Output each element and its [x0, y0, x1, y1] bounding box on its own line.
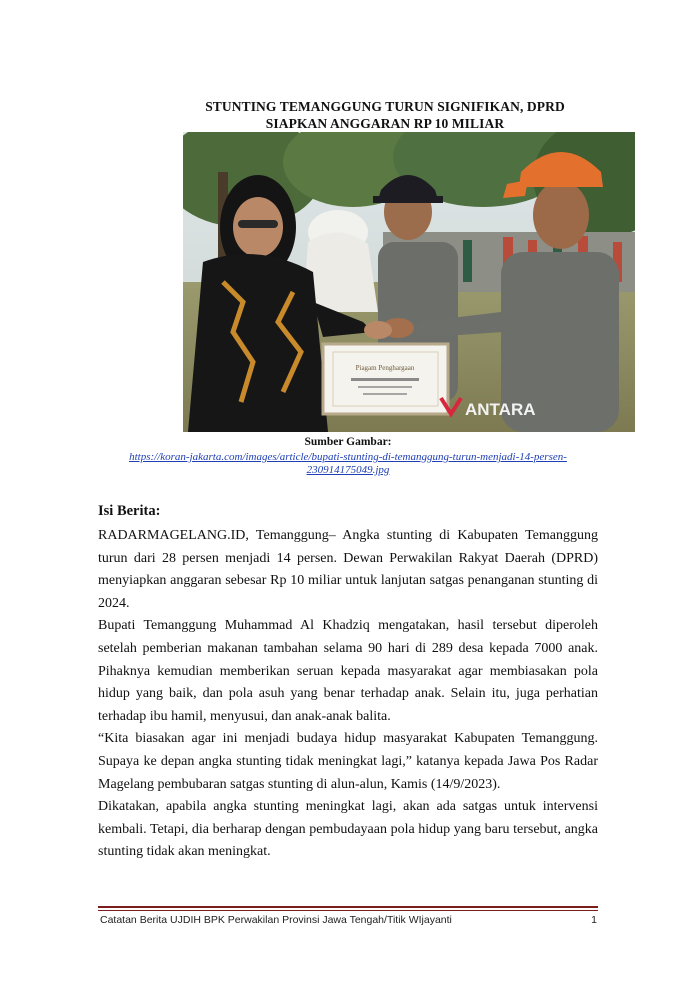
- article-title: [170, 98, 600, 132]
- title-line-1: STUNTING TEMANGGUNG TURUN SIGNIFIKAN, DPRD: [205, 99, 565, 114]
- article-body: [98, 525, 598, 864]
- paragraph: RADARMAGELANG.ID, Temanggung– Angka stunting di Kabupaten Temanggung turun dari 28 persen menjadi 14 persen. Dewan Perwakilan Rakyat Daerah (DPRD) menyiapkan anggaran sebesar Rp 10 miliar untuk lanjutan satgas penanganan stunting di 2024.: [98, 528, 598, 611]
- footer-rule: [98, 906, 598, 908]
- section-heading: Isi Berita:: [98, 503, 161, 519]
- page-number: 1: [591, 914, 597, 926]
- news-photo: [183, 132, 635, 432]
- watermark-text: ANTARA: [465, 400, 536, 419]
- image-source-label: Sumber Gambar:: [304, 436, 392, 448]
- certificate-heading: Piagam Penghargaan: [355, 364, 415, 372]
- paragraph: Bupati Temanggung Muhammad Al Khadziq mengatakan, hasil tersebut diperoleh setelah pemberian makanan tambahan selama 90 hari di 289 desa kepada 7000 anak. Pihaknya kemudian memberikan seruan kepada masyarakat agar membiasakan pola hidup yang baik, dan pola asuh yang benar terhadap anak. Selain itu, juga perhatian terhadap ibu hamil, menyusui, dan anak-anak balita.: [98, 618, 598, 724]
- image-source-link[interactable]: https://koran-jakarta.com/images/article/bupati-stunting-di-temanggung-turun-menjadi-14-persen-230914175049.jpg: [129, 451, 567, 476]
- footer-rule-thin: [98, 910, 598, 911]
- paragraph: “Kita biasakan agar ini menjadi budaya hidup masyarakat Kabupaten Temanggung. Supaya ke depan angka stunting tidak meningkat lagi,” katanya kepada Jawa Pos Radar Magelang pembubaran satgas stunting di alun-alun, Kamis (14/9/2023).: [98, 731, 598, 792]
- footer-text: Catatan Berita UJDIH BPK Perwakilan Provinsi Jawa Tengah/Titik WIjayanti: [100, 914, 452, 926]
- title-line-2: SIAPKAN ANGGARAN RP 10 MILIAR: [265, 116, 505, 131]
- paragraph: Dikatakan, apabila angka stunting meningkat lagi, akan ada satgas untuk intervensi kembali. Tetapi, dia berharap dengan pembudayaan pola hidup yang baru tersebut, angka stunting tidak akan meningkat.: [98, 799, 598, 860]
